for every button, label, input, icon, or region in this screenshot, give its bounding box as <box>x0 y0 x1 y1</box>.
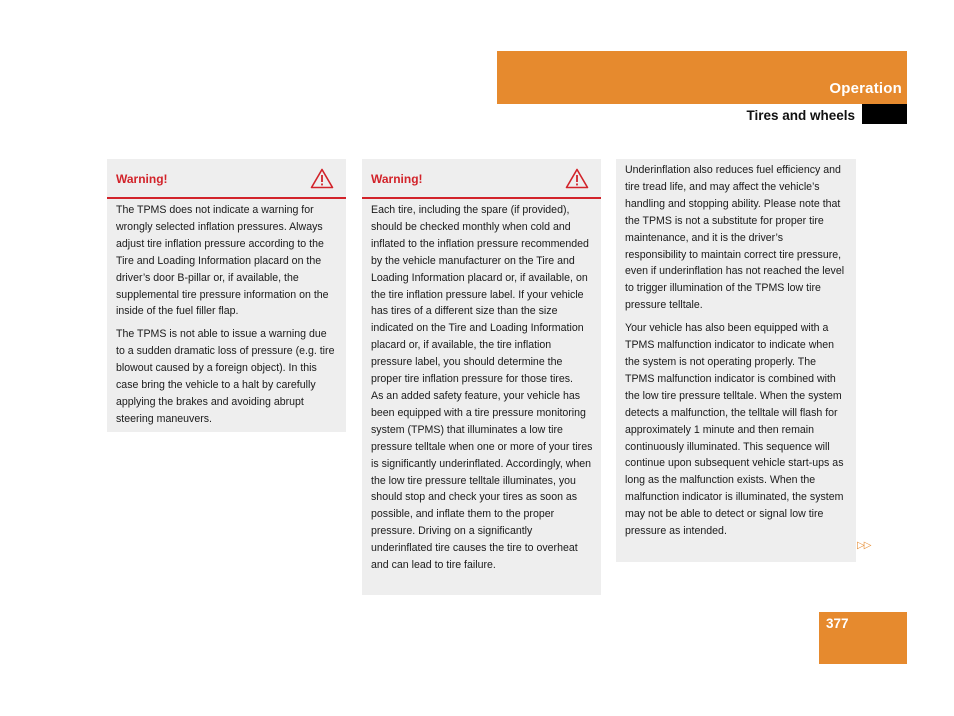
page-number-box <box>819 612 907 664</box>
section-title: Operation <box>829 80 902 97</box>
page-number: 377 <box>826 616 849 631</box>
paragraph: Your vehicle has also been equipped with a TPMS malfunction indicator to indicate when the system is not operating properly. The TPMS malfunction indicator is combined with the low tire pressure telltale. When the system detects a malfunction, the telltale will flash for approximately 1 minute and then remain continuously illuminated. This sequence will continue upon subsequent vehicle start-ups as long as the malfunction exists. When the malfunction indicator is illuminated, the system may not be able to detect or signal low tire pressure as intended. <box>625 322 844 538</box>
warning-box-2 <box>362 159 601 595</box>
paragraph: Each tire, including the spare (if provided), should be checked monthly when cold and inflated to the inflation pressure recommended by the vehicle manufacturer on the Tire and Loading Information placard or, if available, on the tire inflation pressure label. If your vehicle has tires of a different size than the size indicated on the Tire and Loading Information placard or, if available, the tire inflation pressure label, you should determine the proper tire inflation pressure for those tires. <box>371 204 589 386</box>
paragraph: The TPMS is not able to issue a warning due to a sudden dramatic loss of pressure (e.g. tire blowout caused by a foreign object). In this case bring the vehicle to a halt by carefully applying the brakes and avoiding abrupt steering maneuvers. <box>116 328 335 425</box>
continue-arrows-icon: ▷▷ <box>857 540 871 551</box>
warning-header <box>362 159 601 199</box>
subsection-title: Tires and wheels <box>746 108 855 123</box>
warning-box-1 <box>107 159 346 432</box>
warning-header <box>107 159 346 199</box>
paragraph: Underinflation also reduces fuel efficiency and tire tread life, and may affect the vehicle’s handling and stopping ability. Please note that the TPMS is not a substitute for proper tire maintenance, and it is the driver’s responsibility to maintain correct tire pressure, even if underinflation has not reached the level to trigger illumination of the TPMS low tire pressure telltale. <box>625 164 845 312</box>
warning-label: Warning! <box>371 172 423 186</box>
warning-triangle-icon <box>310 168 334 189</box>
warning-label: Warning! <box>116 172 168 186</box>
text-box-3 <box>616 159 856 562</box>
paragraph: The TPMS does not indicate a warning for wrongly selected inflation pressures. Always adjust tire inflation pressure according to the Tire and Loading Information placard on the driver’s door B-pillar or, if available, the supplemental tire pressure information on the inside of the fuel filler flap. <box>116 204 329 318</box>
warning-triangle-icon <box>565 168 589 189</box>
subsection-tab <box>862 104 907 124</box>
paragraph: As an added safety feature, your vehicle has been equipped with a tire pressure monitoring system (TPMS) that illuminates a low tire pressure telltale when one or more of your tires is significantly underinflated. Accordingly, when the low tire pressure telltale illuminates, you should stop and check your tires as soon as possible, and inflate them to the proper pressure. Driving on a significantly underinflated tire causes the tire to overheat and can lead to tire failure. <box>371 389 593 572</box>
